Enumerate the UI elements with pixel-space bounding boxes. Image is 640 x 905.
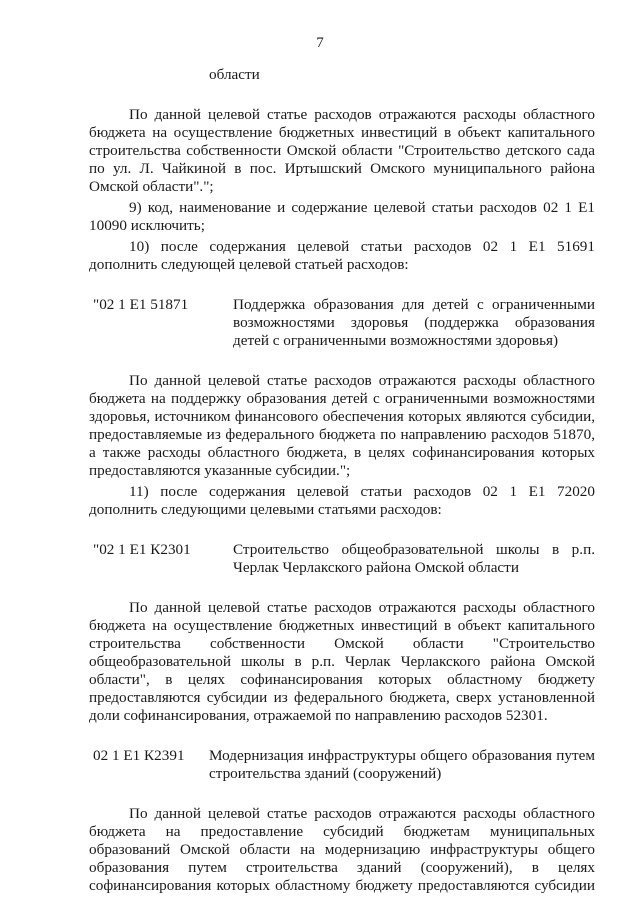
document-body [89, 66, 595, 895]
budget-article-k2391 [89, 747, 595, 783]
budget-article-k2301 [89, 541, 595, 577]
budget-article-title: Поддержка образования для детей с ограниченными возможностями здоровья (поддержка образования детей с ограниченными возможностями здоровья) [233, 296, 595, 349]
paragraph-item-9: 9) код, наименование и содержание целевой статьи расходов 02 1 Е1 10090 исключить; [89, 199, 595, 234]
paragraph-item-10: 10) после содержания целевой статьи расходов 02 1 Е1 51691 дополнить следующей целевой статьей расходов: [89, 238, 595, 273]
paragraph-disabilities-description: По данной целевой статье расходов отражаются расходы областного бюджета на поддержку образования детей с ограниченными возможностями здоровья, источником финансового обеспечения которых являются субсидии, предоставляемые из федерального бюджета по направлению расходов 51870, а также расходы областного бюджета, в целях софинансирования которых предоставляются указанные субсидии."; [89, 372, 595, 479]
paragraph-school-description: По данной целевой статье расходов отражаются расходы областного бюджета на осуществление бюджетных инвестиций в объект капитального строительства собственности Омской области "Строительство общеобразовательной школы в р.п. Черлак Черлакского района Омской области", в целях софинансирования которых областному бюджету предоставляются субсидии из федерального бюджета, сверх установленной доли софинансирования, отражаемой по направлению расходов 52301. [89, 599, 595, 724]
budget-code: 02 1 Е1 К2391 [93, 747, 185, 764]
paragraph-region-end: области [209, 66, 260, 83]
budget-article-title: Строительство общеобразовательной школы в р.п. Черлак Черлакского района Омской области [233, 541, 595, 576]
budget-article-title: Модернизация инфраструктуры общего образования путем строительства зданий (сооружений) [209, 747, 595, 782]
budget-code: "02 1 Е1 К2301 [93, 541, 191, 558]
paragraph-item-11: 11) после содержания целевой статьи расходов 02 1 Е1 72020 дополнить следующими целевыми статьями расходов: [89, 483, 595, 518]
page-number: 7 [316, 35, 324, 51]
paragraph-modernization-description: По данной целевой статье расходов отражаются расходы областного бюджета на предоставление субсидий бюджетам муниципальных образований Омской области на модернизацию инфраструктуры общего образования путем строительства зданий (сооружений), в целях софинансирования которых областному бюджету предоставляются субсидии [89, 805, 595, 894]
budget-article-51871 [89, 296, 595, 350]
budget-code: "02 1 Е1 51871 [93, 296, 189, 313]
paragraph-kindergarten-description: По данной целевой статье расходов отражаются расходы областного бюджета на осуществление бюджетных инвестиций в объект капитального строительства собственности Омской области "Строительство детского сада по ул. Л. Чайкиной в пос. Иртышский Омского муниципального района Омской области"."; [89, 106, 595, 195]
